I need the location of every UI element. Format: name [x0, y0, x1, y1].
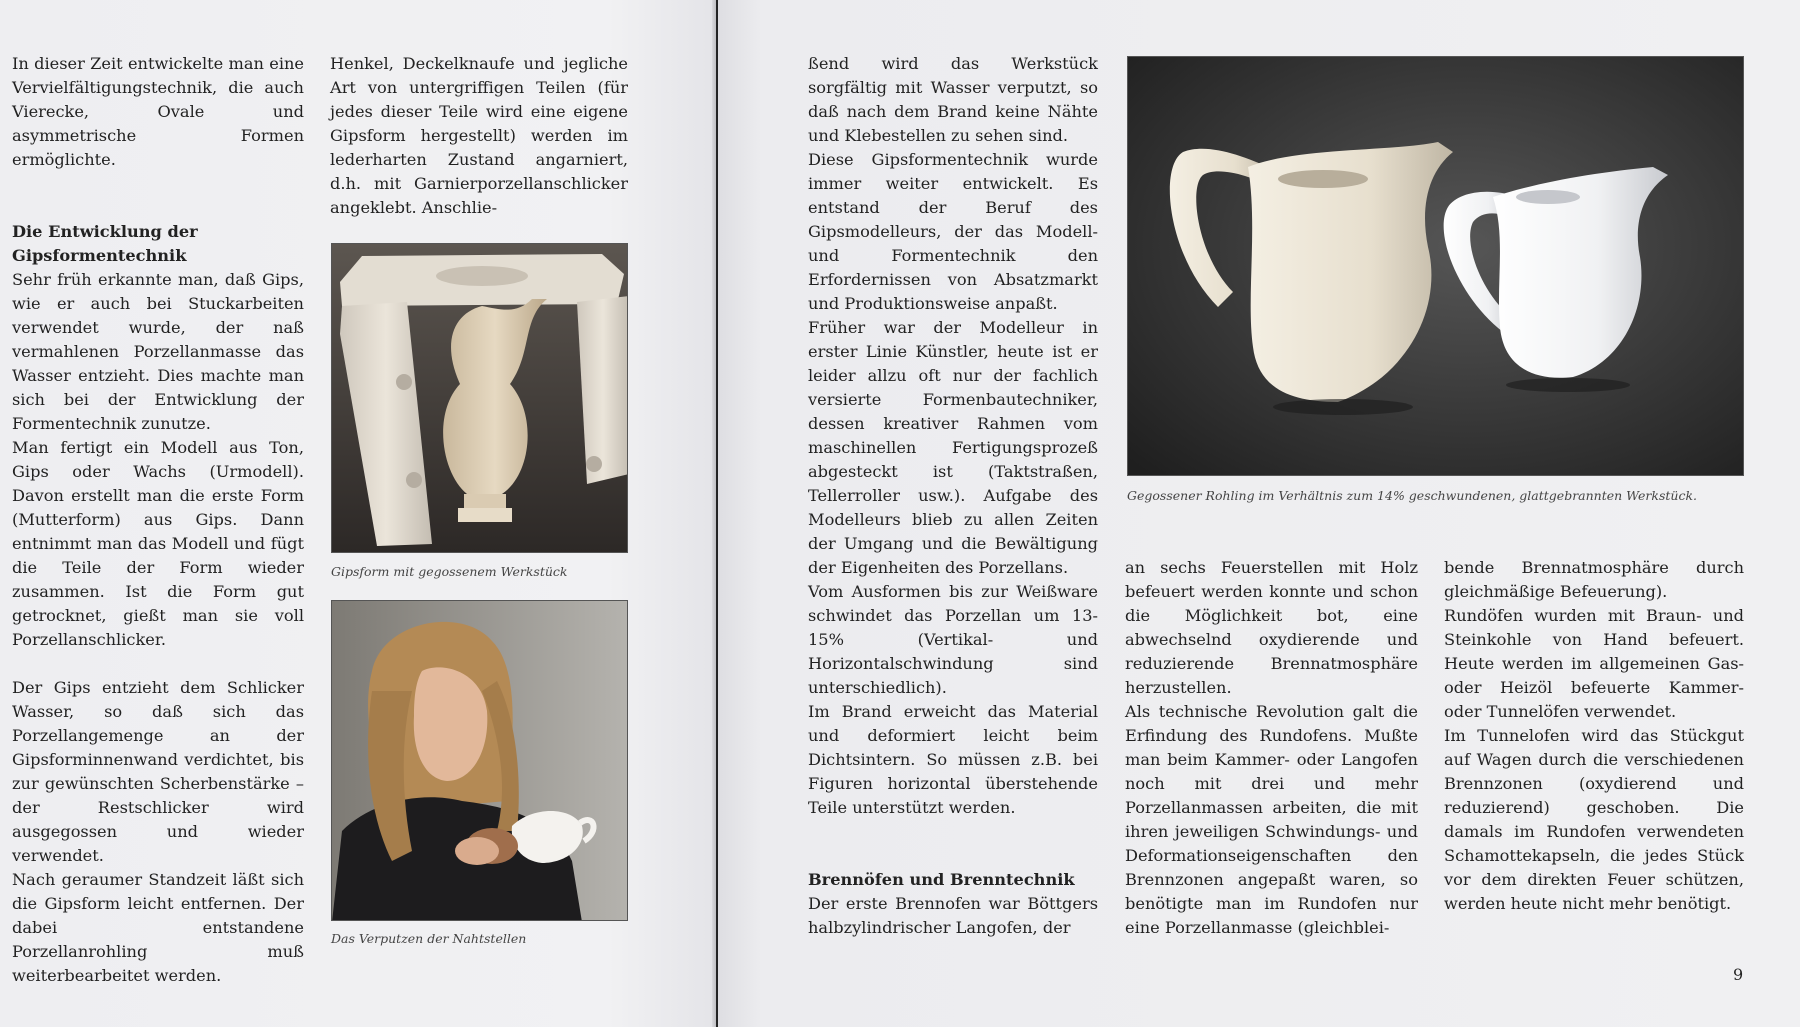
page-number: 9 — [1733, 965, 1744, 984]
woman-illustration — [332, 601, 628, 921]
section-heading-brennoefen: Brennöfen und Brenntechnik — [808, 870, 1075, 889]
photo-woman-cleaning-seams — [331, 600, 628, 921]
paragraph-gips: Sehr früh erkannte man, daß Gips, wie er auch bei Stuckarbeiten verwendet wurde, der naß vermahlenen Porzellanmasse das Wasser entzieht. Dies machte man sich bei der Entwicklung der Formentechnik zunutze. — [12, 270, 304, 433]
paragraph-modell: Man fertigt ein Modell aus Ton, Gips oder Wachs (Urmodell). Davon erstellt man die erste Form (Mutterform) aus Gips. Dann entnimmt man das Modell und fügt die Teile der Form wieder zusammen. Ist die Form gut getrocknet, gießt man sie voll Porzellanschlicker. — [12, 438, 304, 649]
paragraph-standzeit: Nach geraumer Standzeit läßt sich die Gipsform leicht entfernen. Der dabei entstandene Porzellanrohling muß weiterbearbeitet werden. — [12, 870, 304, 985]
paragraph-intro: In dieser Zeit entwickelte man eine Vervielfältigungstechnik, die auch Vierecke, Ovale und asymmetrische Formen ermöglichte. — [12, 54, 304, 169]
right-page — [718, 0, 1800, 1027]
paragraph-modelleur: Früher war der Modelleur in erster Linie Künstler, heute ist er leider allzu oft nur der fachlich versierte Formenbautechniker, dessen kreativer Rahmen vom maschinellen Fertigungsprozeß abgesteckt ist (Taktstraßen, Tellerroller usw.). Aufgabe des Modelleurs blieb zu allen Zeiten der Umgang und die Bewältigung der Eigenheiten des Porzellans. — [808, 318, 1098, 577]
caption-woman-cleaning-seams: Das Verputzen der Nahtstellen — [331, 931, 527, 946]
caption-plaster-mold: Gipsform mit gegossenem Werkstück — [331, 564, 568, 579]
paragraph-schwindung: Vom Ausformen bis zur Weißware schwindet das Porzellan um 13-15% (Vertikal- und Horizontalschwindung sind unterschiedlich). — [808, 582, 1098, 697]
caption-porcelain-jugs: Gegossener Rohling im Verhältnis zum 14% geschwundenen, glattgebrannten Werkstück. — [1127, 488, 1697, 503]
paragraph-brennatmosphaere: bende Brennatmosphäre durch gleichmäßige Befeuerung). — [1444, 558, 1744, 601]
paragraph-langofen: Der erste Brennofen war Böttgers halbzylindrischer Langofen, der — [808, 894, 1098, 937]
plaster-mold-illustration — [332, 244, 628, 553]
paragraph-rundofen: Als technische Revolution galt die Erfindung des Rundofens. Mußte man beim Kammer- oder Langofen noch mit drei und mehr Porzellanmassen arbeiten, die mit ihren jeweiligen Schwindungs- und Deformationseigenschaften den Brennzonen angepaßt waren, so benötigte man im Rundofen nur eine Porzellanmasse (gleichblei- — [1125, 702, 1418, 937]
section-heading-gipsformentechnik: Die Entwicklung der Gipsformentechnik — [12, 222, 198, 265]
paragraph-schlicker: Der Gips entzieht dem Schlicker Wasser, so daß sich das Porzellangemenge an der Gipsforminnenwand verdichtet, bis zur gewünschten Scherbenstärke – der Restschlicker wird ausgegossen und wieder verwendet. — [12, 678, 304, 865]
right-column-2 — [1125, 556, 1418, 940]
paragraph-gipsmodelleur: Diese Gipsformentechnik wurde immer weiter entwickelt. Es entstand der Beruf des Gipsmodelleurs, der das Modell- und Formentechnik den Erfordernissen von Absatzmarkt und Produktionsweise anpaßt. — [808, 150, 1098, 313]
left-column-2 — [330, 52, 628, 220]
paragraph-henkel: Henkel, Deckelknaufe und jegliche Art von untergriffigen Teilen (für jedes dieser Teile wird eine eigene Gipsform hergestellt) werden im lederharten Zustand angarniert, d.h. mit Garnierporzellanschlicker angeklebt. Anschlie- — [330, 54, 628, 217]
paragraph-kohle: Rundöfen wurden mit Braun- und Steinkohle von Hand befeuert. Heute werden im allgemeinen Gas- oder Heizöl befeuerte Kammer- oder Tunnelöfen verwendet. — [1444, 606, 1744, 721]
paragraph-verputzt: ßend wird das Werkstück sorgfältig mit Wasser verputzt, so daß nach dem Brand keine Nähte und Klebestellen zu sehen sind. — [808, 54, 1098, 145]
right-column-1 — [808, 52, 1098, 940]
left-page — [0, 0, 716, 1027]
photo-plaster-mold — [331, 243, 628, 553]
paragraph-brand: Im Brand erweicht das Material und deformiert leicht beim Dichtsintern. So müssen z.B. bei Figuren horizontal überstehende Teile unterstützt werden. — [808, 702, 1098, 817]
right-column-3 — [1444, 556, 1744, 916]
left-column-1 — [12, 52, 304, 988]
paragraph-tunnelofen: Im Tunnelofen wird das Stückgut auf Wagen durch die verschiedenen Brennzonen (oxydierend und reduzierend) geschoben. Die damals im Rundofen verwendeten Schamottekapseln, die jedes Stück vor dem direkten Feuer schützen, werden heute nicht mehr benötigt. — [1444, 726, 1744, 913]
photo-porcelain-jugs — [1127, 56, 1744, 476]
porcelain-jugs-illustration — [1128, 57, 1744, 476]
paragraph-feuerstellen: an sechs Feuerstellen mit Holz befeuert werden konnte und schon die Möglichkeit bot, eine abwechselnd oxydierende und reduzierende Brennatmosphäre herzustellen. — [1125, 558, 1418, 697]
